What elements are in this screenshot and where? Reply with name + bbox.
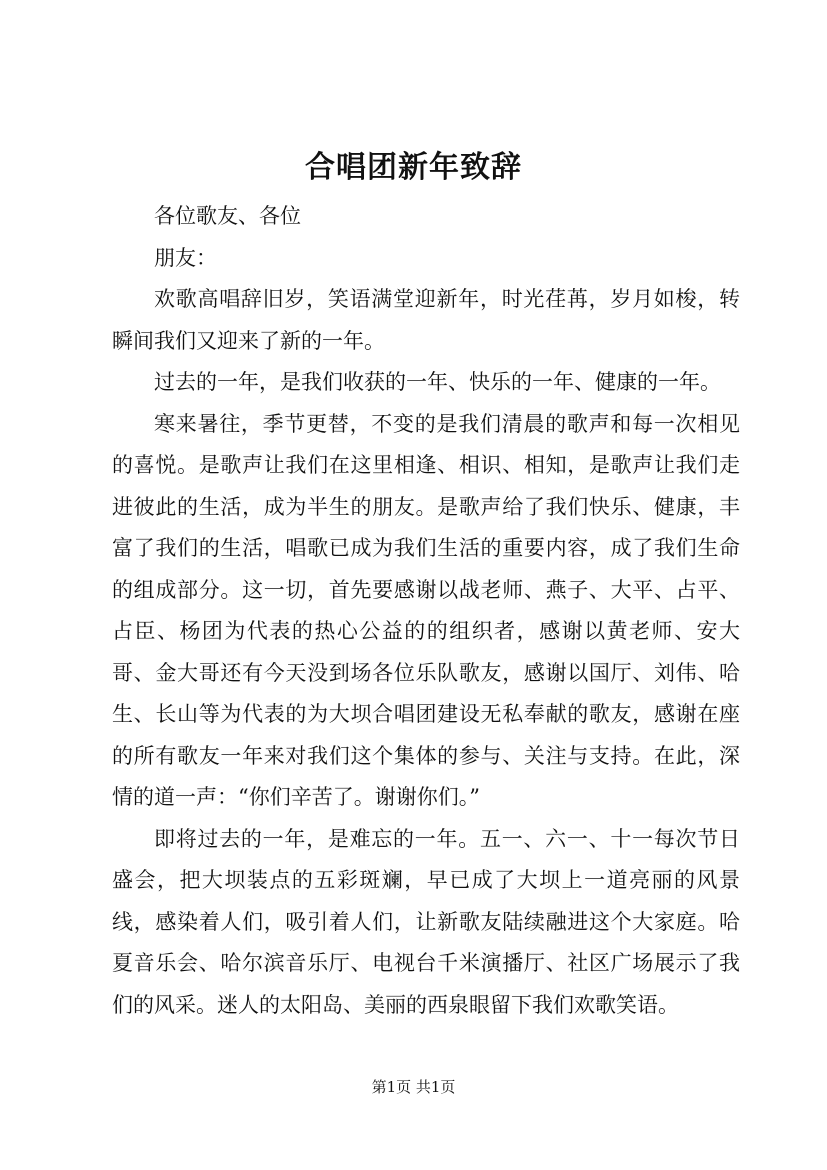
paragraph-salutation: 各位歌友、各位 (154, 204, 301, 228)
paragraph-memorable-year: 即将过去的一年，是难忘的一年。五一、六一、十一每次节日盛会，把大坝装点的五彩斑斓，早已成了大坝上一道亮丽的风景线，感染着人们，吸引着人们，让新歌友陆续融进这个大家庭。哈夏音乐会、哈尔滨音乐厅、电视台千米演播厅、社区广场展示了我们的风采。迷人的太阳岛、美丽的西泉眼留下我们欢歌笑语。 (112, 826, 740, 1017)
document-title: 合唱团新年致辞 (305, 150, 522, 185)
paragraph-thanks: 寒来暑往，季节更替，不变的是我们清晨的歌声和每一次相见的喜悦。是歌声让我们在这里相逢、相识、相知，是歌声让我们走进彼此的生活，成为半生的朋友。是歌声给了我们快乐、健康，丰富了我们的生活，唱歌已成为我们生活的重要内容，成了我们生命的组成部分。这一切，首先要感谢以战老师、燕子、大平、占平、占臣、杨团为代表的热心公益的的组织者，感谢以黄老师、安大哥、金大哥还有今天没到场各位乐队歌友，感谢以国厅、刘伟、哈生、长山等为代表的为大坝合唱团建设无私奉献的歌友，感谢在座的所有歌友一年来对我们这个集体的参与、关注与支持。在此，深情的道一声：“你们辛苦了。谢谢你们。” (112, 411, 740, 809)
paragraph-opening: 欢歌高唱辞旧岁，笑语满堂迎新年，时光荏苒，岁月如梭，转瞬间我们又迎来了新的一年。 (112, 287, 740, 353)
page-footer: 第1页 共1页 (371, 1078, 456, 1096)
paragraph-past-year: 过去的一年，是我们收获的一年、快乐的一年、健康的一年。 (154, 370, 721, 394)
paragraph-salutation-cont: 朋友： (154, 245, 217, 270)
document-body (112, 196, 740, 1026)
